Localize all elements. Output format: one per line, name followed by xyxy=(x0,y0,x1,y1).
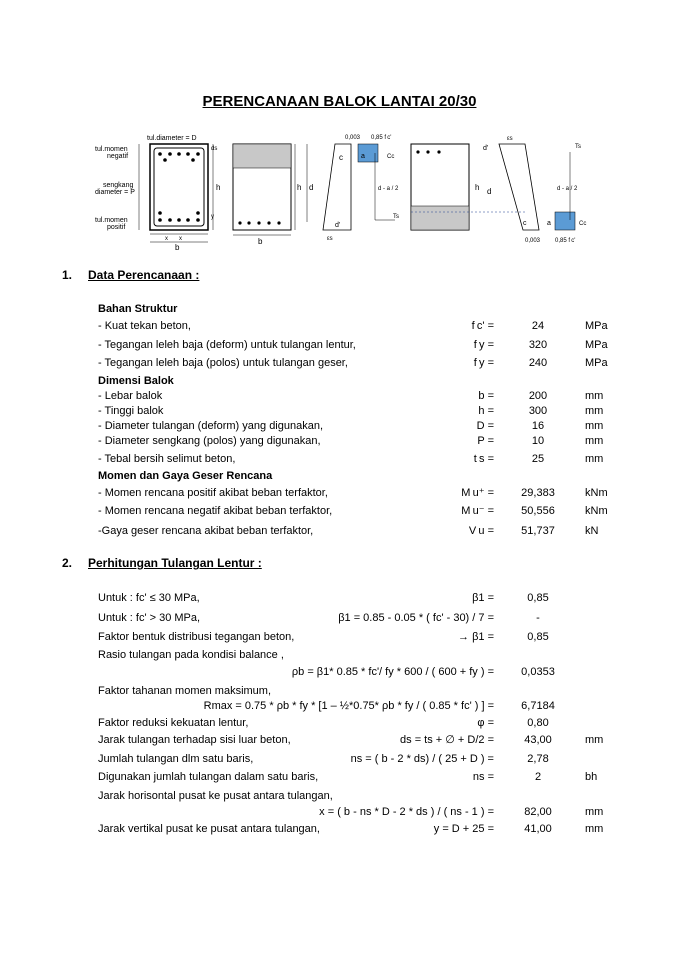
calc-row-value: 0,0353 xyxy=(521,666,555,678)
data-row-label: - Kuat tekan beton, xyxy=(98,320,191,332)
calc-row-label: Jarak tulangan terhadap sisi luar beton, xyxy=(98,734,291,746)
085-label-1: 0,85 f c' xyxy=(371,135,392,141)
calc-row-unit: mm xyxy=(585,823,604,835)
calc-row-label: Jumlah tulangan dlm satu baris, xyxy=(98,753,254,765)
ts-label-3: Ts xyxy=(575,144,581,150)
calc-row-formula: β1 = 0.85 - 0.05 * ( fc' - 30) / 7 = xyxy=(338,612,494,624)
data-row-symbol: P = xyxy=(477,435,494,447)
calc-row-value: - xyxy=(536,612,540,624)
data-row-label: - Tegangan leleh baja (deform) untuk tulangan lentur, xyxy=(98,339,356,351)
data-row-unit: mm xyxy=(585,405,604,417)
calc-row-unit: mm xyxy=(585,734,604,746)
calc-row-label: Untuk : fc' ≤ 30 MPa, xyxy=(98,592,200,604)
calc-row-value: 41,00 xyxy=(524,823,552,835)
calc-row-value: 6,7184 xyxy=(521,700,555,712)
calc-row-unit: bh xyxy=(585,771,598,783)
data-row-unit: MPa xyxy=(585,320,608,332)
sec2-title: Perhitungan Tulangan Lentur : xyxy=(88,556,262,570)
a-label-3: a xyxy=(547,220,551,227)
calc-row-label: Untuk : fc' > 30 MPa, xyxy=(98,612,201,624)
calc-row-label: Rasio tulangan pada kondisi balance , xyxy=(98,649,284,661)
calc-row-value: 0,85 xyxy=(527,631,549,643)
calc-row-formula: ns = xyxy=(472,771,494,783)
data-row-value: 50,556 xyxy=(521,505,555,517)
data-row-unit: MPa xyxy=(585,357,608,369)
data-row-symbol: f y = xyxy=(473,339,494,351)
bahan-heading: Bahan Struktur xyxy=(98,303,178,315)
data-row-label: - Lebar balok xyxy=(98,390,163,402)
data-row-label: - Diameter sengkang (polos) yang digunakan, xyxy=(98,435,321,447)
data-row-unit: kNm xyxy=(585,505,608,517)
data-row-label: - Diameter tulangan (deform) yang digunakan, xyxy=(98,420,324,432)
data-row-symbol: h = xyxy=(478,405,494,417)
data-row-value: 29,383 xyxy=(521,487,555,499)
data-row-value: 10 xyxy=(531,435,545,447)
data-row-value: 200 xyxy=(528,390,548,402)
calc-row-formula: → β1 = xyxy=(458,631,494,643)
data-row-unit: mm xyxy=(585,420,604,432)
page-title: PERENCANAAN BALOK LANTAI 20/30 xyxy=(202,93,477,110)
calc-row-formula: ds = ts + ∅ + D/2 = xyxy=(400,734,494,746)
sec2-number: 2. xyxy=(62,556,73,570)
calc-row-value: 2 xyxy=(534,771,542,783)
calc-row-formula: y = D + 25 = xyxy=(433,823,494,835)
d-label-2: d xyxy=(309,183,314,192)
tul-neg-label-2: negatif xyxy=(107,153,129,160)
data-row-value: 24 xyxy=(531,320,545,332)
data-row-label: - Momen rencana negatif akibat beban terfaktor, xyxy=(98,505,333,517)
calc-row-label: Jarak horisontal pusat ke pusat antara tulangan, xyxy=(98,790,333,802)
calc-row-label: Faktor bentuk distribusi tegangan beton, xyxy=(98,631,295,643)
calc-row-formula: Rmax = 0.75 * ρb * fy * [1 – ½*0.75* ρb * fy / ( 0.85 * fc' ) ] = xyxy=(203,700,494,712)
calc-row-label: Jarak vertikal pusat ke pusat antara tulangan, xyxy=(98,823,320,835)
momen-heading: Momen dan Gaya Geser Rencana xyxy=(98,470,273,482)
data-row-value: 320 xyxy=(528,339,548,351)
data-row-symbol: t s = xyxy=(473,453,494,465)
sengkang-label-2: diameter = P xyxy=(95,189,135,196)
data-row-unit: mm xyxy=(585,453,604,465)
calc-row-formula: β1 = xyxy=(472,592,494,604)
h-label-3: h xyxy=(475,183,480,192)
h-label-1: h xyxy=(216,183,221,192)
calc-row-label: Faktor tahanan momen maksimum, xyxy=(98,685,272,697)
eps-label-3: 0,003 xyxy=(525,238,541,244)
data-row-symbol: V u = xyxy=(468,525,494,537)
beam-section-diagram xyxy=(95,130,595,260)
calc-row-formula: ns = ( b - 2 * ds) / ( 25 + D ) = xyxy=(350,753,494,765)
data-row-label: - Tinggi balok xyxy=(98,405,164,417)
data-row-symbol: M u⁺ = xyxy=(461,487,494,499)
calc-row-value: 0,85 xyxy=(527,592,549,604)
ts-label-1: Ts xyxy=(393,214,399,220)
h-label-2: h xyxy=(297,183,302,192)
data-row-unit: kN xyxy=(585,525,599,537)
data-row-value: 240 xyxy=(528,357,548,369)
calc-row-unit: mm xyxy=(585,806,604,818)
d2-label-3: d' xyxy=(483,145,489,152)
data-row-symbol: f c' = xyxy=(471,320,494,332)
calc-row-value: 0,80 xyxy=(527,717,549,729)
sec1-number: 1. xyxy=(62,268,73,282)
tul-pos-label-1: tul.momen xyxy=(95,217,128,224)
calc-row-value: 82,00 xyxy=(524,806,552,818)
c-label-3: c xyxy=(523,220,527,227)
data-row-symbol: f y = xyxy=(473,357,494,369)
x-label-1: x xyxy=(165,236,168,242)
b-label-2: b xyxy=(258,237,263,246)
tul-neg-label-1: tul.momen xyxy=(95,146,128,153)
data-row-unit: mm xyxy=(585,435,604,447)
calc-row-formula: φ = xyxy=(477,717,494,729)
data-row-unit: kNm xyxy=(585,487,608,499)
data-row-unit: MPa xyxy=(585,339,608,351)
data-row-symbol: D = xyxy=(476,420,494,432)
data-row-value: 16 xyxy=(531,420,545,432)
ds-label-1: ds xyxy=(211,146,218,152)
calc-row-value: 43,00 xyxy=(524,734,552,746)
calc-row-label: Faktor reduksi kekuatan lentur, xyxy=(98,717,249,729)
dimensi-heading: Dimensi Balok xyxy=(98,375,174,387)
data-row-label: - Tegangan leleh baja (polos) untuk tulangan geser, xyxy=(98,357,348,369)
data-row-value: 25 xyxy=(531,453,545,465)
calc-row-value: 2,78 xyxy=(527,753,549,765)
085-label-3: 0,85 f c' xyxy=(555,238,576,244)
es-label-1: εs xyxy=(327,236,333,242)
da2-label-1: d - a / 2 xyxy=(378,186,399,192)
a-label-1: a xyxy=(361,153,365,160)
es-label-3: εs xyxy=(507,136,513,142)
data-row-value: 51,737 xyxy=(521,525,555,537)
data-row-value: 300 xyxy=(528,405,548,417)
d-label-3: d xyxy=(487,187,492,196)
data-row-symbol: M u⁻ = xyxy=(461,505,494,517)
data-row-label: - Momen rencana positif akibat beban terfaktor, xyxy=(98,487,328,499)
tul-diameter-label: tul.diameter = D xyxy=(147,135,197,142)
data-row-symbol: b = xyxy=(478,390,494,402)
d2-label-1: d' xyxy=(335,222,341,229)
calc-row-formula: ρb = β1* 0.85 * fc'/ fy * 600 / ( 600 + fy ) = xyxy=(291,666,494,678)
cc-label-1: Cc xyxy=(387,154,395,160)
data-row-unit: mm xyxy=(585,390,604,402)
sec1-title: Data Perencanaan : xyxy=(88,268,200,282)
data-row-label: - Tebal bersih selimut beton, xyxy=(98,453,236,465)
data-row-label: -Gaya geser rencana akibat beban terfaktor, xyxy=(98,525,314,537)
cc-label-3: Cc xyxy=(579,221,587,227)
da2-label-3: d - a / 2 xyxy=(557,186,578,192)
c-label-1: c xyxy=(339,153,343,162)
x-label-2: x xyxy=(179,236,182,242)
y-label-1: y xyxy=(211,214,214,220)
sengkang-label-1: sengkang xyxy=(103,182,134,189)
eps-label-1: 0,003 xyxy=(345,135,361,141)
calc-row-label: Digunakan jumlah tulangan dalam satu baris, xyxy=(98,771,319,783)
calc-row-formula: x = ( b - ns * D - 2 * ds ) / ( ns - 1 ) = xyxy=(319,806,494,818)
b-label-1: b xyxy=(175,243,180,252)
tul-pos-label-2: positif xyxy=(107,224,126,231)
